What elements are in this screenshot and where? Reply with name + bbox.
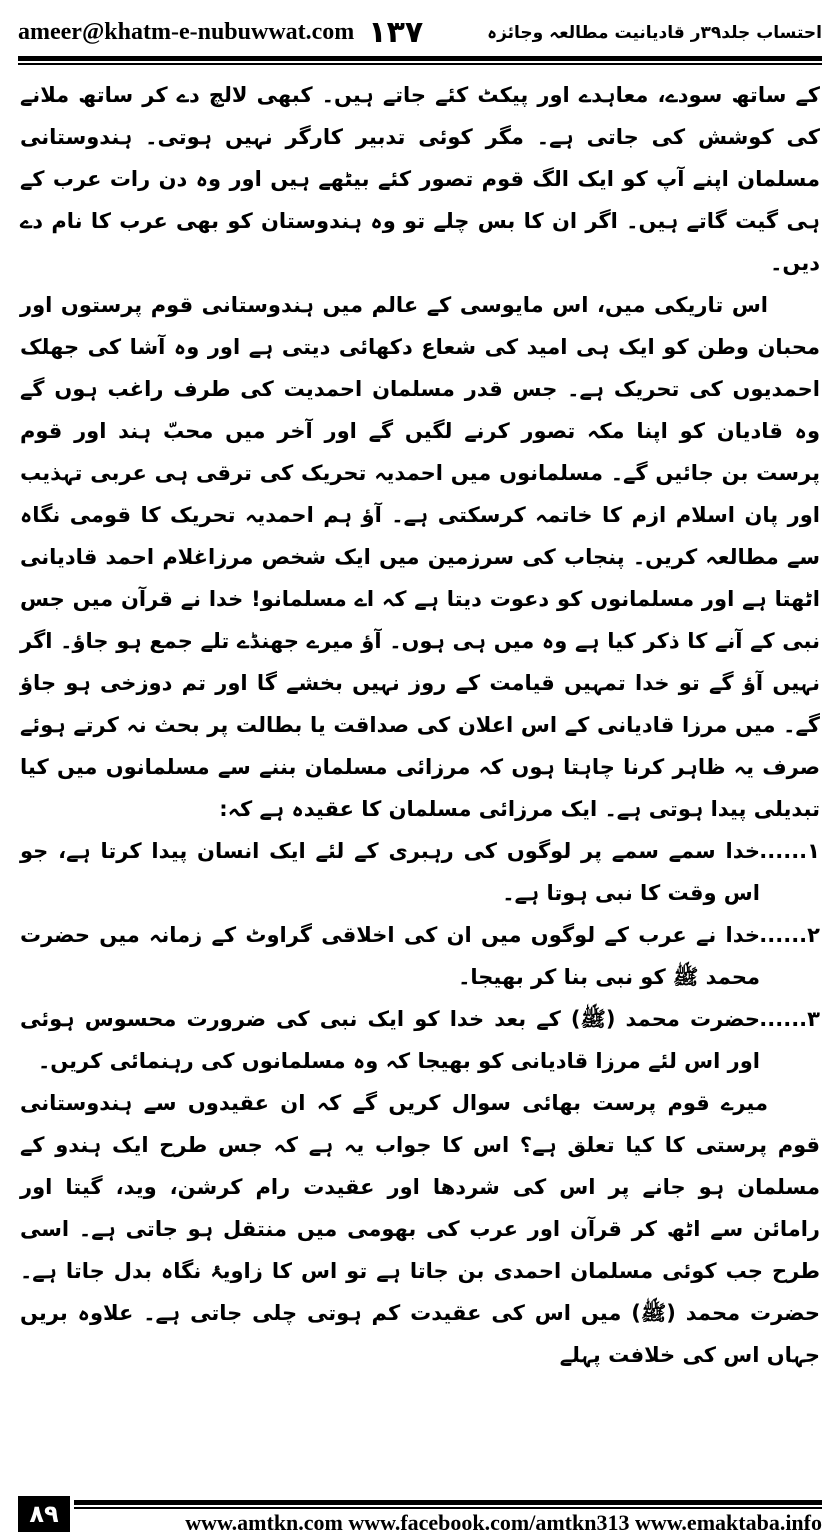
list-item-number: ۲...... — [759, 923, 820, 947]
page-body — [20, 74, 820, 1376]
header-rule-thick — [18, 56, 822, 61]
paragraph-closing: میرے قوم پرست بھائی سوال کریں گے کہ ان عقیدوں سے ہندوستانی قوم پرستی کا کیا تعلق ہے؟ اس کا جواب یہ ہے کہ جس طرح ایک ہندو کے مسلمان ہو جانے پر اس کی شردھا اور عقیدت رام کرشن، وید، گیتا اور رامائن سے اٹھ کر قرآن اور عرب کی بھومی میں منتقل ہو جاتی ہے۔ اسی طرح جب کوئی مسلمان احمدی بن جاتا ہے تو اس کا زاویۂ نگاہ بدل جاتا ہے۔ حضرت محمد (ﷺ) میں اس کی عقیدت کم ہوتی چلی جاتی ہے۔ علاوہ بریں جہاں اس کی خلافت پہلے — [20, 1091, 820, 1367]
paragraph-1: کے ساتھ سودے، معاہدے اور پیکٹ کئے جاتے ہیں۔ کبھی لالچ دے کر ساتھ ملانے کی کوشش کی جاتی ہے۔ مگر کوئی تدبیر کارگر نہیں ہوتی۔ ہندوستانی مسلمان اپنے آپ کو ایک الگ قوم تصور کئے بیٹھے ہیں اور وہ دن رات عرب کے ہی گیت گاتے ہیں۔ اگر ان کا بس چلے تو وہ ہندوستان کو بھی عرب کا نام دے دیں۔ — [20, 83, 820, 275]
footer-rule-thin — [74, 1507, 822, 1509]
paragraph-2: اس تاریکی میں، اس مایوسی کے عالم میں ہندوستانی قوم پرستوں اور محبان وطن کو ایک ہی امید کی شعاع دکھائی دیتی ہے اور وہ آشا کی جھلک احمدیوں کی تحریک ہے۔ جس قدر مسلمان احمدیت کی طرف راغب ہوں گے وہ قادیان کو اپنا مکہ تصور کرنے لگیں گے اور آخر میں محبّ ہند اور قوم پرست بن جائیں گے۔ مسلمانوں میں احمدیہ تحریک کی ترقی ہی عربی تہذیب اور پان اسلام ازم کا خاتمہ کرسکتی ہے۔ آؤ ہم احمدیہ تحریک کا قومی نگاہ سے مطالعہ کریں۔ پنجاب کی سرزمین میں ایک شخص مرزاغلام احمد قادیانی اٹھتا ہے اور مسلمانوں کو دعوت دیتا ہے کہ اے مسلمانو! خدا نے قرآن میں جس نبی کے آنے کا ذکر کیا ہے وہ میں ہی ہوں۔ آؤ میرے جھنڈے تلے جمع ہو جاؤ۔ اگر نہیں آؤ گے تو خدا تمہیں قیامت کے روز نہیں بخشے گا اور تم دوزخی ہو جاؤ گے۔ میں مرزا قادیانی کے اس اعلان کی صداقت یا بطالت پر بحث نہ کرتے ہوئے صرف یہ ظاہر کرنا چاہتا ہوں کہ مرزائی مسلمان بننے سے مسلمانوں میں کیا تبدیلی پیدا ہوتی ہے۔ ایک مرزائی مسلمان کا عقیدہ ہے کہ: — [20, 293, 820, 821]
list-item-text: خدا نے عرب کے لوگوں میں ان کی اخلاقی گراوٹ کے زمانہ میں حضرت محمد ﷺ کو نبی بنا کر بھیجا۔ — [20, 923, 760, 989]
list-item-text: حضرت محمد (ﷺ) کے بعد خدا کو ایک نبی کی ضرورت محسوس ہوئی اور اس لئے مرزا قادیانی کو بھیجا کہ وہ مسلمانوں کی رہنمائی کریں۔ — [20, 1007, 760, 1073]
list-item-number: ۳...... — [759, 1007, 820, 1031]
list-item-text: خدا سمے سمے پر لوگوں کی رہبری کے لئے ایک انسان پیدا کرتا ہے، جو اس وقت کا نبی ہوتا ہے۔ — [20, 839, 760, 905]
list-item-1 — [20, 830, 820, 914]
list-item-3 — [20, 998, 820, 1082]
page-header — [18, 14, 822, 50]
page-number: ۱۳۷ — [368, 14, 424, 50]
header-email: ameer@khatm-e-nubuwwat.com — [18, 18, 355, 45]
list-item-number: ۱...... — [759, 839, 820, 863]
list-item-2 — [20, 914, 820, 998]
page-footer — [18, 1500, 822, 1534]
footer-links[interactable]: www.amtkn.com www.facebook.com/amtkn313 www.emaktaba.info — [185, 1510, 822, 1535]
running-head: احتساب جلد۳۹ر قادیانیت مطالعہ وجائزہ — [487, 22, 822, 43]
footer-rule-thick — [74, 1500, 822, 1505]
header-left — [18, 15, 423, 50]
sheet-number: ۸۹ — [18, 1496, 70, 1532]
header-rule-thin — [18, 63, 822, 65]
